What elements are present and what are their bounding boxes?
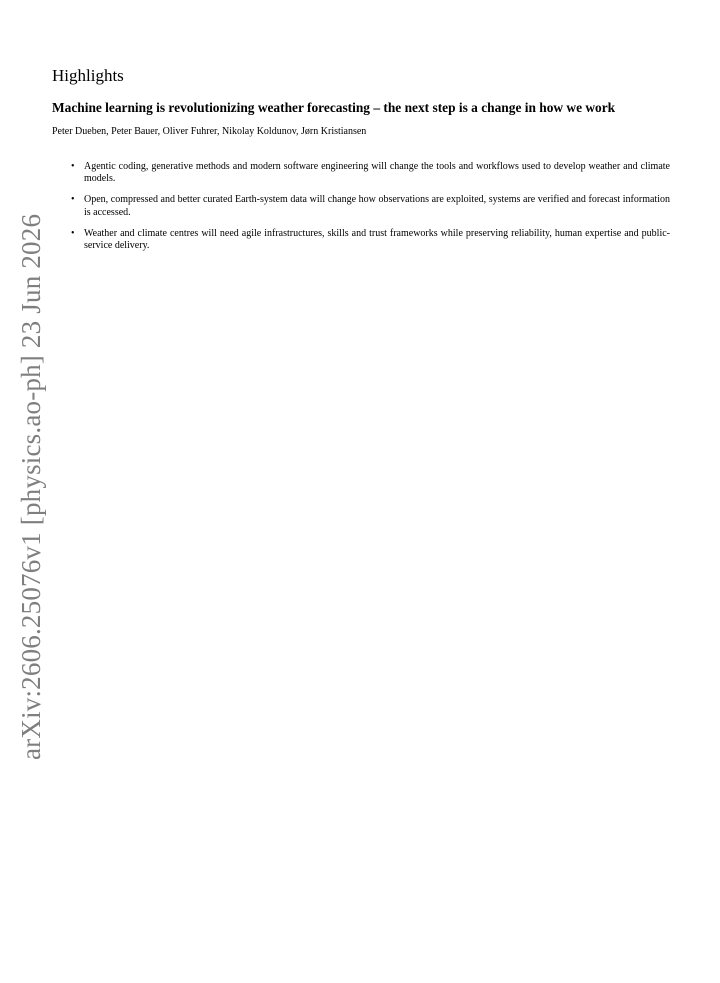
highlight-text: Agentic coding, generative methods and modern software engineering will change the tools and workflows used to develop weather and climate models.: [84, 161, 670, 185]
highlight-item: [52, 228, 670, 252]
highlight-text: Open, compressed and better curated Earth-system data will change how observations are exploited, systems are verified and forecast information is accessed.: [84, 194, 670, 218]
section-heading: Highlights: [52, 66, 124, 85]
highlights-list: [52, 161, 670, 252]
highlight-text: Weather and climate centres will need agile infrastructures, skills and trust frameworks while preserving reliability, human expertise and public-service delivery.: [84, 227, 670, 252]
author-list: Peter Dueben, Peter Bauer, Oliver Fuhrer, Nikolay Koldunov, Jørn Kristiansen: [52, 126, 367, 137]
paper-title: Machine learning is revolutionizing weather forecasting – the next step is a change in how we work: [52, 100, 616, 115]
bullet-icon: •: [71, 194, 75, 206]
highlights-page: [52, 66, 670, 261]
highlight-item: [52, 194, 670, 218]
arxiv-identifier-stamp: arXiv:2606.25076v1 [physics.ao-ph] 23 Jun 2026: [16, 213, 46, 760]
bullet-icon: •: [71, 227, 75, 239]
highlight-item: [52, 161, 670, 185]
bullet-icon: •: [71, 161, 75, 172]
